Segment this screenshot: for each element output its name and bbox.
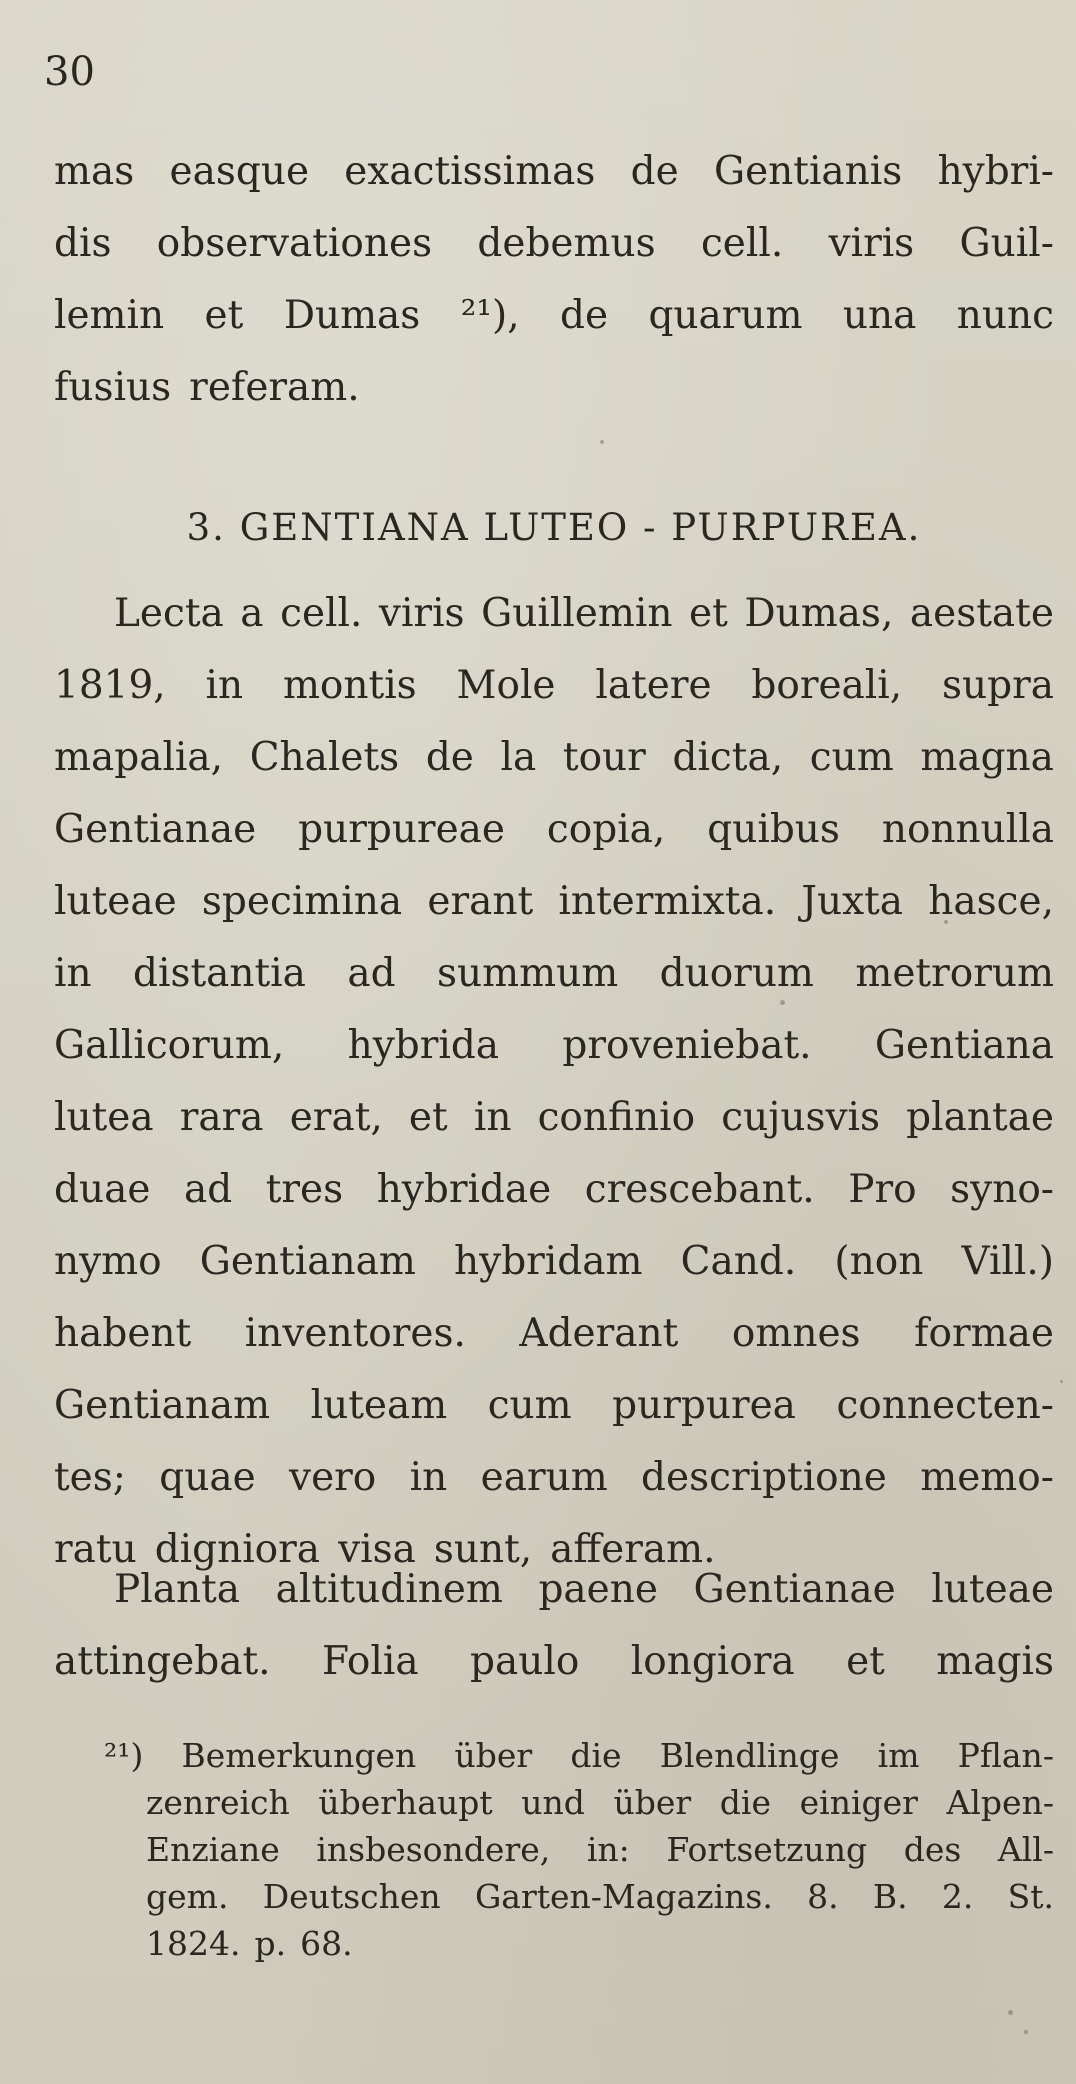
word: Alpen-: [946, 1783, 1054, 1822]
word: crescebant.: [584, 1167, 815, 1212]
word: sunt,: [433, 1527, 533, 1572]
word: hybridam: [454, 1239, 643, 1284]
word: 8.: [807, 1877, 839, 1916]
word: la: [500, 735, 537, 780]
word: paulo: [470, 1639, 580, 1684]
word: erant: [427, 879, 534, 924]
word: Guillemin: [481, 591, 673, 636]
word: über: [613, 1783, 692, 1822]
word: einiger: [799, 1783, 918, 1822]
paper-speck: [1060, 1380, 1063, 1383]
word: quibus: [707, 807, 840, 852]
word: aestate: [909, 591, 1054, 636]
word: nunc: [956, 293, 1054, 338]
word: Gentianis: [713, 149, 903, 194]
word: nymo: [54, 1239, 162, 1284]
word: quarum: [648, 293, 803, 338]
paper-speck: [1024, 2030, 1028, 2034]
word: fusius: [54, 365, 172, 410]
word: 2.: [941, 1877, 974, 1916]
word: Deutschen: [262, 1877, 441, 1916]
word: hasce,: [928, 879, 1054, 924]
word: omnes: [731, 1311, 861, 1356]
text-line: [54, 280, 1054, 352]
word: debemus: [477, 221, 656, 266]
word: latere: [595, 663, 712, 708]
text-line: [54, 1442, 1054, 1514]
word: mas: [54, 149, 135, 194]
word: Gallicorum,: [54, 1023, 285, 1068]
page-number: 30: [44, 49, 95, 95]
word: Dumas: [283, 293, 421, 338]
text-line: [54, 578, 1054, 650]
paper-speck: [600, 440, 604, 444]
word: Enziane: [146, 1830, 280, 1869]
word: attingebat.: [54, 1639, 271, 1684]
word: rara: [179, 1095, 264, 1140]
word: magna: [920, 735, 1054, 780]
word: inventores.: [244, 1311, 466, 1356]
word: a: [240, 591, 264, 636]
text-line: [54, 866, 1054, 938]
word: summum: [436, 951, 619, 996]
word: Blendlinge: [659, 1736, 840, 1775]
word: hybri-: [937, 149, 1054, 194]
word: die: [719, 1783, 771, 1822]
word: easque: [169, 149, 310, 194]
word: Lecta: [114, 591, 224, 636]
word: duorum: [659, 951, 814, 996]
word: 1819,: [54, 663, 166, 708]
text-line: [54, 794, 1054, 866]
word: Guil-: [959, 221, 1054, 266]
text-line: [54, 722, 1054, 794]
word: de: [425, 735, 474, 780]
word: paene: [538, 1567, 658, 1612]
word: purpurea: [612, 1383, 796, 1428]
paper-speck: [1008, 2010, 1013, 2015]
word: quae: [159, 1455, 256, 1500]
word: lutea: [54, 1095, 154, 1140]
word: mapalia,: [54, 735, 224, 780]
word: Gentianam: [199, 1239, 416, 1284]
word: Pro: [848, 1167, 917, 1212]
word: de: [630, 149, 679, 194]
word: digniora: [154, 1527, 321, 1572]
word: tes;: [54, 1455, 126, 1500]
word: earum: [480, 1455, 608, 1500]
text-line: [54, 1010, 1054, 1082]
word: confinio: [537, 1095, 696, 1140]
word: Juxta: [801, 879, 904, 924]
word: memo-: [920, 1455, 1054, 1500]
word: luteae: [931, 1567, 1054, 1612]
paper-speck: [780, 1000, 785, 1005]
footnote-line: [104, 1779, 1054, 1826]
word: cujusvis: [721, 1095, 880, 1140]
word: gem.: [146, 1877, 229, 1916]
word: metrorum: [855, 951, 1054, 996]
word: supra: [942, 663, 1054, 708]
word: montis: [282, 663, 417, 708]
word: plantae: [906, 1095, 1054, 1140]
word: descriptione: [641, 1455, 887, 1500]
paper-speck: [944, 920, 948, 924]
text-line: [54, 136, 1054, 208]
word: All-: [997, 1830, 1054, 1869]
word: Fortsetzung: [666, 1830, 868, 1869]
word: Planta: [114, 1567, 241, 1612]
word: et: [689, 591, 728, 636]
word: insbesondere,: [316, 1830, 551, 1869]
word: Folia: [321, 1639, 419, 1684]
text-line: [54, 352, 1054, 424]
word: de: [560, 293, 609, 338]
section-heading-block: [54, 492, 1054, 564]
text-line: [54, 938, 1054, 1010]
word: Cand.: [680, 1239, 797, 1284]
word: hybrida: [347, 1023, 500, 1068]
word: afferam.: [550, 1527, 716, 1572]
text-line: [54, 1370, 1054, 1442]
word: luteae: [54, 879, 177, 924]
word: formae: [914, 1311, 1054, 1356]
word: una: [842, 293, 917, 338]
word: ad: [347, 951, 396, 996]
footnote-line: [104, 1732, 1054, 1779]
word: dicta,: [672, 735, 784, 780]
word: proveniebat.: [562, 1023, 812, 1068]
word: cum: [487, 1383, 572, 1428]
word: Gentianae: [693, 1567, 896, 1612]
word: 68.: [300, 1924, 353, 1963]
main-paragraph: [54, 578, 1054, 1586]
word: St.: [1007, 1877, 1054, 1916]
footnote-line: [104, 1873, 1054, 1920]
word: purpureae: [298, 807, 505, 852]
word: longiora: [630, 1639, 795, 1684]
word: in: [409, 1455, 448, 1500]
word: referam.: [189, 365, 360, 410]
word: vero: [289, 1455, 377, 1500]
word: Dumas,: [744, 591, 894, 636]
word: Gentiana: [874, 1023, 1054, 1068]
word: tour: [562, 735, 646, 780]
word: et: [408, 1095, 448, 1140]
word: observationes: [156, 221, 433, 266]
word: 1824.: [146, 1924, 241, 1963]
footnote-line: [104, 1920, 1054, 1967]
word: ad: [183, 1167, 233, 1212]
word: luteam: [310, 1383, 448, 1428]
word: nonnulla: [881, 807, 1054, 852]
word: ratu: [54, 1527, 137, 1572]
text-line: [54, 1626, 1054, 1698]
word: dis: [54, 221, 112, 266]
word: Gentianam: [54, 1383, 271, 1428]
second-paragraph: [54, 1554, 1054, 1698]
word: copia,: [546, 807, 666, 852]
word: visa: [338, 1527, 416, 1572]
text-line: [54, 1554, 1054, 1626]
section-heading: 3. GENTIANA LUTEO - PURPUREA.: [186, 506, 922, 549]
word: boreali,: [751, 663, 903, 708]
word: die: [570, 1736, 622, 1775]
word: altitudinem: [275, 1567, 503, 1612]
text-line: [54, 1298, 1054, 1370]
footnote-line: [104, 1826, 1054, 1873]
word: specimina: [201, 879, 403, 924]
footnote: [104, 1732, 1054, 1967]
opening-paragraph: [54, 136, 1054, 424]
word: duae: [54, 1167, 151, 1212]
text-line: [54, 1226, 1054, 1298]
word: et: [846, 1639, 885, 1684]
word: intermixta.: [558, 879, 777, 924]
word: über: [454, 1736, 533, 1775]
word: hybridae: [376, 1167, 552, 1212]
word: in: [473, 1095, 512, 1140]
word: im: [877, 1736, 920, 1775]
section-heading-line: [54, 492, 1054, 564]
word: Aderant: [519, 1311, 679, 1356]
word: viris: [828, 221, 915, 266]
word: und: [521, 1783, 585, 1822]
word: p.: [254, 1924, 287, 1963]
word: Gentianae: [54, 807, 257, 852]
word: exactissimas: [344, 149, 596, 194]
word: Vill.): [961, 1239, 1054, 1284]
word: habent: [54, 1311, 192, 1356]
word: distantia: [133, 951, 306, 996]
word: syno-: [950, 1167, 1054, 1212]
text-line: [54, 1082, 1054, 1154]
footnote-reference: ²¹),: [460, 293, 520, 338]
word: erat,: [289, 1095, 383, 1140]
word: tres: [265, 1167, 344, 1212]
word: Pflan-: [957, 1736, 1054, 1775]
text-line: [54, 208, 1054, 280]
word: viris: [378, 591, 465, 636]
footnote-marker: ²¹): [104, 1736, 144, 1775]
word: des: [903, 1830, 962, 1869]
word: überhaupt: [318, 1783, 493, 1822]
word: in: [54, 951, 92, 996]
word: in: [205, 663, 244, 708]
word: connecten-: [836, 1383, 1054, 1428]
word: cell.: [280, 591, 363, 636]
word: Mole: [456, 663, 556, 708]
word: cell.: [700, 221, 784, 266]
word: (non: [834, 1239, 924, 1284]
word: B.: [872, 1877, 908, 1916]
word: magis: [936, 1639, 1054, 1684]
word: in:: [586, 1830, 630, 1869]
word: Chalets: [249, 735, 400, 780]
word: Garten-Magazins.: [474, 1877, 773, 1916]
word: zenreich: [146, 1783, 290, 1822]
word: et: [204, 293, 244, 338]
text-line: [54, 1154, 1054, 1226]
word: lemin: [54, 293, 165, 338]
word: Bemerkungen: [181, 1736, 417, 1775]
text-line: [54, 650, 1054, 722]
word: cum: [809, 735, 894, 780]
